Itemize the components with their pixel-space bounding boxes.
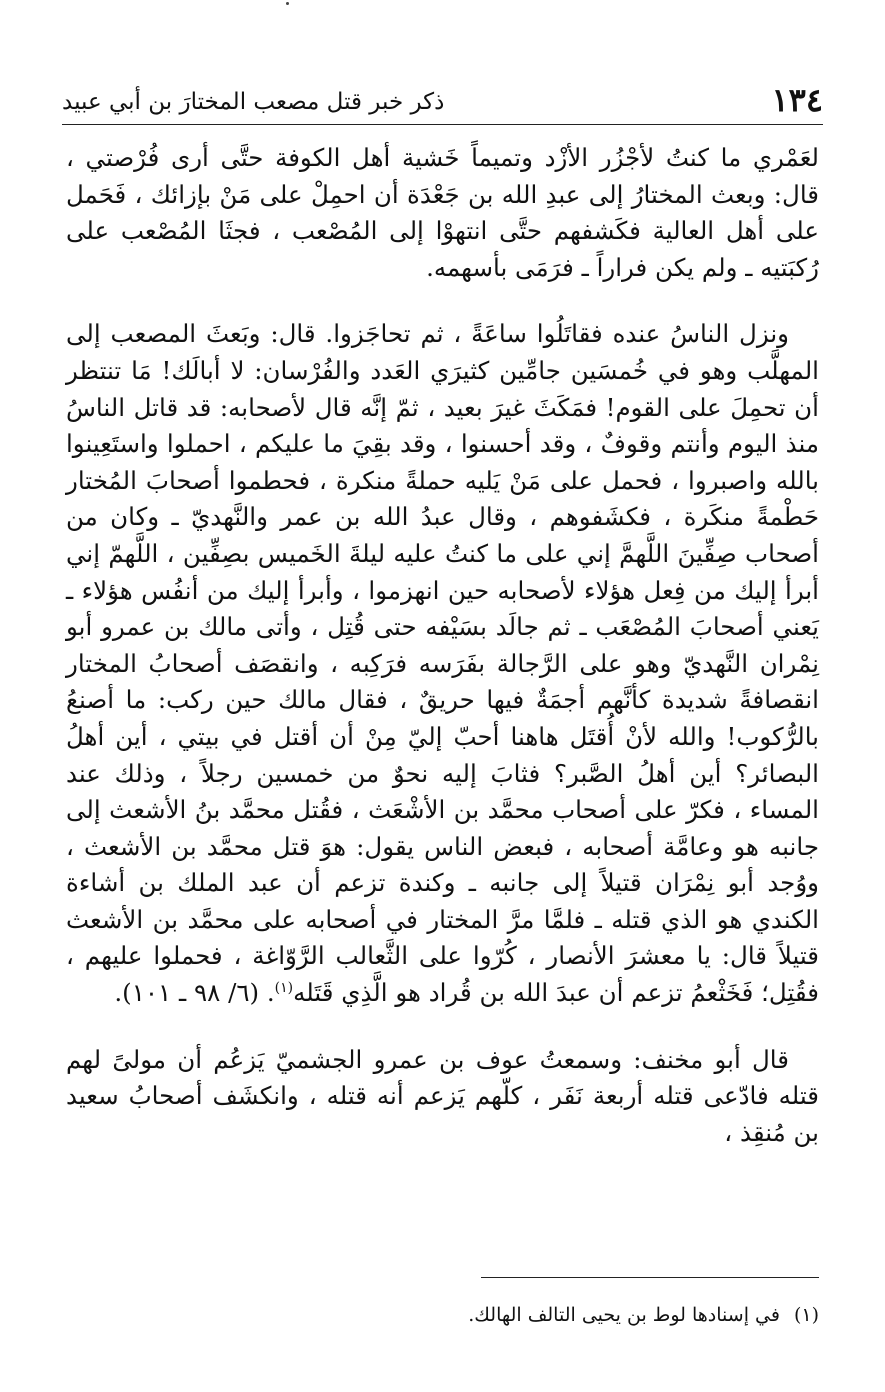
footnote-number: (١) (793, 1304, 819, 1326)
paragraph-gap (66, 1012, 819, 1042)
running-title: ذكر خبر قتل مصعب المختارَ بن أبي عبيد (62, 89, 445, 115)
paragraph-gap (66, 286, 819, 316)
page-header (62, 66, 823, 122)
paragraph-3: قال أبو مخنف: وسمعتُ عوف بن عمرو الجشميّ يَزعُم أن مولىً لهم قتله فادّعى قتله أربعة نَفَر ، كلّهم يَزعم أنه قتله ، وانكشَف أصحابُ سعيد بن مُنقِذ ، (66, 1044, 819, 1147)
footnote-rule (481, 1277, 819, 1278)
footnote-text: في إسنادها لوط بن يحيى التالف الهالك. (468, 1304, 780, 1326)
page-speck (286, 2, 289, 5)
footnote (66, 1300, 819, 1330)
paragraph-2-text: ونزل الناسُ عنده فقاتَلُوا ساعَةً ، ثم تحاجَزوا. قال: وبَعثَ المصعب إلى المهلَّب وهو في خُمسَين جامِّين كثيرَي العَدد والفُرْسان: لا أبالَك! مَا تنتظر أن تحمِلَ على القوم! فمَكَثَ غيرَ بعيد ، ثمّ إنَّه قال لأصحابه: قد قاتل الناسُ منذ اليوم وأنتم وقوفٌ ، وقد أحسنوا ، وقد بقِيَ ما عليكم ، احملوا واستَعِينوا بالله واصبروا ، فحمل على مَنْ يَليه حملةً منكرة ، فحطموا أصحابَ المُختار حَطْمةً منكَرة ، فكشَفوهم ، وقال عبدُ الله بن عمر والنَّهديّ ـ وكان من أصحاب صِفِّينَ اللَّهمَّ إني على ما كنتُ عليه ليلةَ الخَميس بصِفِّين ، اللَّهمّ إني أبرأ إليك من فِعل هؤلاء لأصحابه حين انهزموا ، وأبرأ إليك من أنفُس هؤلاء ـ يَعني أصحابَ المُصْعَب ـ ثم جالَد بسَيْفه حتى قُتِل ، وأتى مالك بن عمرو أبو نِمْران النَّهديّ وهو على الرَّجالة بفَرَسه فرَكِبه ، وانقصَف أصحابُ المختار انقصافةً شديدة كأنَّهم أجمَةٌ فيها حريقٌ ، فقال مالك حين ركب: ما أصنعُ بالرُّكوب! والله لأنْ أُقتَل هاهنا أحبّ إليّ مِنْ أن أقتل في بيتي ، أين أهلُ البصائر؟ أين أهلُ الصَّبر؟ فثابَ إليه نحوٌ من خمسين رجلاً ، وذلك عند المساء ، فكرّ على أصحاب محمَّد بن الأشْعَث ، فقُتل محمَّد بنُ الأشعث إلى جانبه هو وعامَّة أصحابه ، فبعض الناس يقول: هوَ قتل محمَّد بن الأشعث ، ووُجد أبو نِمْرَان قتيلاً إلى جانبه ـ وكندة تزعم أن عبد الملك بن أشاءة الكندي هو الذي قتله ـ فلمَّا مرَّ المختار في أصحابه على محمَّد بن الأشعث قتيلاً قال: يا معشرَ الأنصار ، كُرّوا على الثَّعالب الرَّوّاغة ، فحملوا عليهم ، فقُتِل؛ فَخَثْعمُ تزعم أن عبدَ الله بن قُراد هو الَّذِي قَتَله (66, 319, 819, 1008)
paragraph-2 (66, 316, 819, 1011)
paragraph-1: لعَمْري ما كنتُ لأجْزُر الأزْد وتميماً خَشية أهل الكوفة حتَّى أرى فُرْصتي ، قال: وبعث المختارُ إلى عبدِ الله بن جَعْدَة أن احمِلْ على مَنْ بإزائك ، فَحَمل على أهل العالية فكَشفهم حتَّى انتهوْا إلى المُصْعب ، فجثَا المُصْعب على رُكبَتيه ـ ولم يكن فراراً ـ فرَمَى بأسهمه. (66, 143, 819, 282)
source-reference: . (٦/ ٩٨ ـ ١٠١). (114, 978, 275, 1008)
body-text (66, 140, 819, 1151)
page-number: ١٣٤ (771, 81, 823, 119)
footnote-marker[interactable]: (١) (274, 979, 294, 996)
header-rule (62, 124, 823, 125)
